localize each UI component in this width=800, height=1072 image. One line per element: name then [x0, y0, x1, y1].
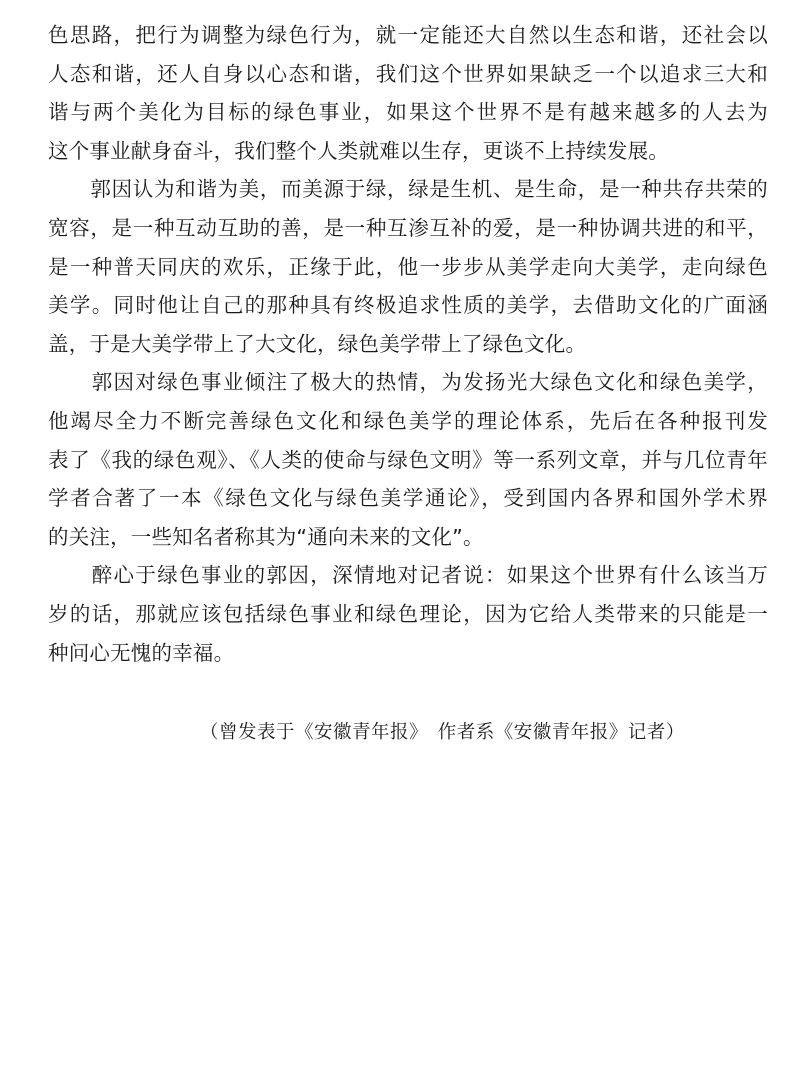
text-line: 谐与两个美化为目标的绿色事业，如果这个世界不是有越来越多的人去为	[48, 100, 768, 125]
text-line: 是一种普天同庆的欢乐，正缘于此，他一步步从美学走向大美学，走向绿色	[48, 254, 768, 279]
text-line: 人态和谐，还人自身以心态和谐，我们这个世界如果缺乏一个以追求三大和	[48, 61, 768, 86]
text-line: 的关注，一些知名者称其为“通向未来的文化”。	[48, 524, 484, 549]
text-line: 郭因对绿色事业倾注了极大的热情，为发扬光大绿色文化和绿色美学，	[48, 370, 768, 395]
article-body	[48, 16, 768, 672]
text-line: 表了《我的绿色观》、《人类的使命与绿色文明》等一系列文章，并与几位青年	[48, 447, 768, 472]
publication-note: （曾发表于《安徽青年报》 作者系《安徽青年报》记者）	[200, 722, 685, 743]
text-line: 学者合著了一本《绿色文化与绿色美学通论》，受到国内各界和国外学术界	[48, 486, 768, 511]
text-line: 美学。同时他让自己的那种具有终极追求性质的美学，去借助文化的广面涵	[48, 293, 768, 318]
text-line: 盖，于是大美学带上了大文化，绿色美学带上了绿色文化。	[48, 331, 587, 356]
text-line: 郭因认为和谐为美，而美源于绿，绿是生机、是生命，是一种共存共荣的	[48, 177, 768, 202]
text-line: 他竭尽全力不断完善绿色文化和绿色美学的理论体系，先后在各种报刊发	[48, 408, 768, 433]
text-line: 宽容，是一种互动互助的善，是一种互渗互补的爱，是一种协调共进的和平，	[48, 215, 768, 240]
text-line: 岁的话，那就应该包括绿色事业和绿色理论，因为它给人类带来的只能是一	[48, 601, 768, 626]
text-line: 这个事业献身奋斗，我们整个人类就难以生存，更谈不上持续发展。	[48, 138, 669, 163]
text-line: 醉心于绿色事业的郭因，深情地对记者说：如果这个世界有什么该当万	[48, 563, 768, 588]
text-line: 色思路，把行为调整为绿色行为，就一定能还大自然以生态和谐，还社会以	[48, 23, 768, 47]
text-line: 种问心无愧的幸福。	[48, 640, 235, 665]
